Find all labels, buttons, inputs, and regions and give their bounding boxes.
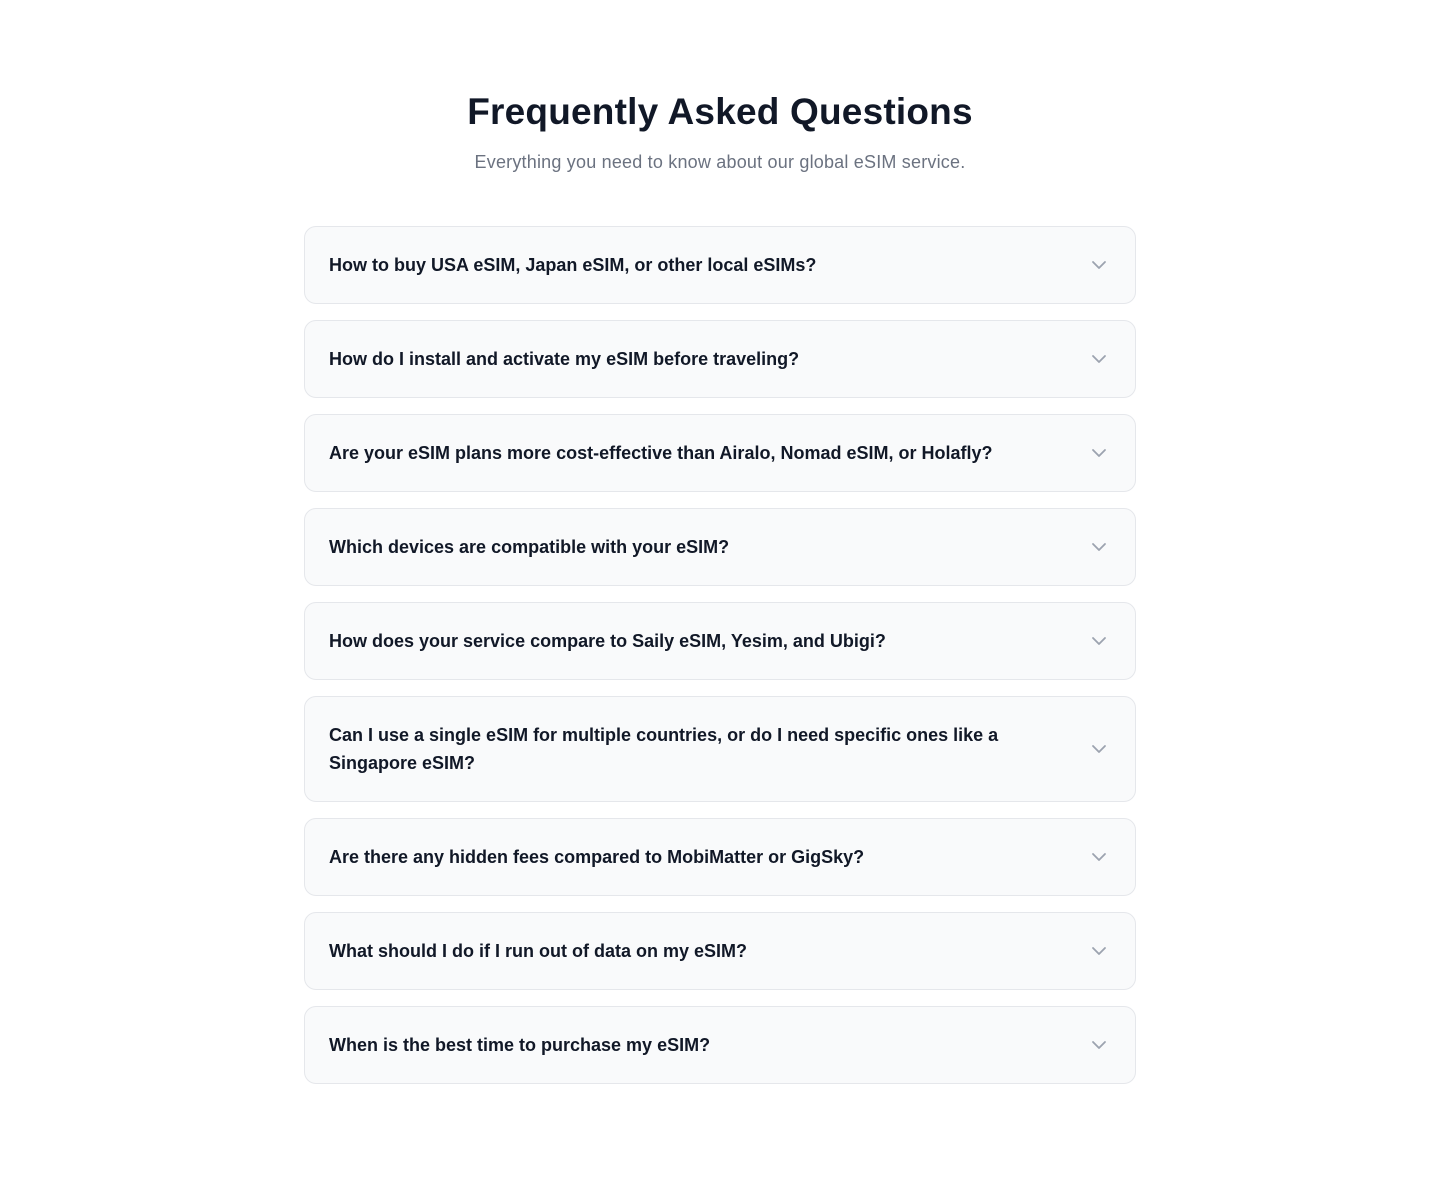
chevron-down-icon[interactable] xyxy=(1087,253,1111,277)
faq-question: How do I install and activate my eSIM before traveling? xyxy=(329,349,800,369)
faq-item-multiple-countries[interactable] xyxy=(304,696,1136,802)
faq-question: Can I use a single eSIM for multiple countries, or do I need specific ones like a Singapore eSIM? xyxy=(329,725,999,773)
faq-question: Are there any hidden fees compared to MobiMatter or GigSky? xyxy=(329,847,865,867)
faq-item-cost-comparison[interactable] xyxy=(304,414,1136,492)
faq-item-install-activate[interactable] xyxy=(304,320,1136,398)
faq-item-compatible-devices[interactable] xyxy=(304,508,1136,586)
faq-question: How does your service compare to Saily eSIM, Yesim, and Ubigi? xyxy=(329,631,886,651)
faq-item-run-out-of-data[interactable] xyxy=(304,912,1136,990)
faq-question: How to buy USA eSIM, Japan eSIM, or other local eSIMs? xyxy=(329,255,817,275)
faq-question: What should I do if I run out of data on my eSIM? xyxy=(329,941,747,961)
chevron-down-icon[interactable] xyxy=(1087,347,1111,371)
faq-question: When is the best time to purchase my eSIM? xyxy=(329,1035,711,1055)
chevron-down-icon[interactable] xyxy=(1087,1033,1111,1057)
chevron-down-icon[interactable] xyxy=(1087,737,1111,761)
faq-item-best-time-to-purchase[interactable] xyxy=(304,1006,1136,1084)
chevron-down-icon[interactable] xyxy=(1087,845,1111,869)
chevron-down-icon[interactable] xyxy=(1087,939,1111,963)
faq-section xyxy=(304,0,1136,1084)
chevron-down-icon[interactable] xyxy=(1087,535,1111,559)
faq-item-buy-local-esims[interactable] xyxy=(304,226,1136,304)
page-title: Frequently Asked Questions xyxy=(467,91,973,132)
faq-list xyxy=(304,226,1136,1084)
chevron-down-icon[interactable] xyxy=(1087,629,1111,653)
faq-item-service-comparison[interactable] xyxy=(304,602,1136,680)
chevron-down-icon[interactable] xyxy=(1087,441,1111,465)
faq-question: Are your eSIM plans more cost-effective than Airalo, Nomad eSIM, or Holafly? xyxy=(329,443,993,463)
faq-item-hidden-fees[interactable] xyxy=(304,818,1136,896)
faq-question: Which devices are compatible with your eSIM? xyxy=(329,537,730,557)
page-subtitle: Everything you need to know about our global eSIM service. xyxy=(474,152,966,172)
